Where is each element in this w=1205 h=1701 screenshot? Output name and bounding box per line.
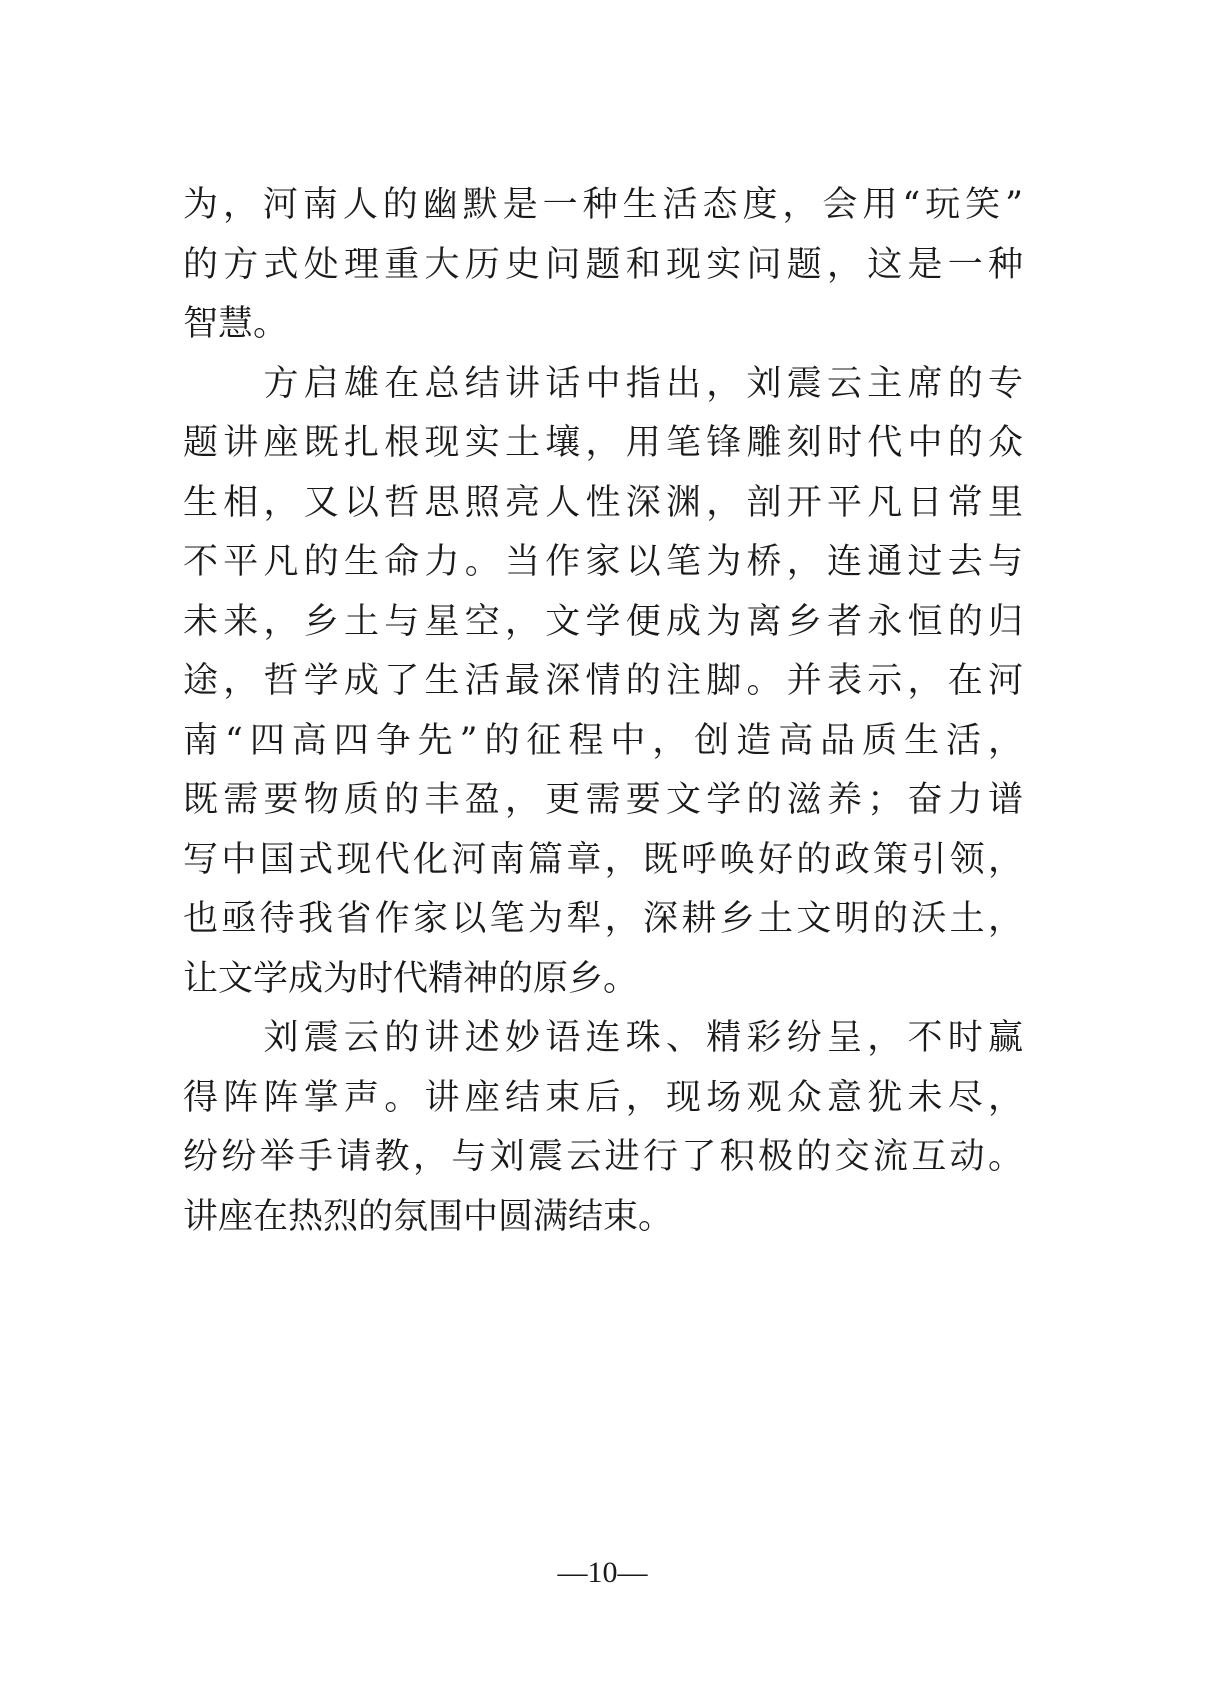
text-line: 未来，乡土与星空，文学便成为离乡者永恒的归 [183,601,1023,642]
text-line: 让文学成为时代精神的原乡。 [183,958,639,999]
text-line: 智慧。 [183,304,289,344]
page-number: —10— [557,1556,648,1589]
text-line: 的方式处理重大历史问题和现实问题，这是一种 [183,244,1023,285]
text-line: 不平凡的生命力。当作家以笔为桥，连通过去与 [183,542,1023,582]
text-line: 刘震云的讲述妙语连珠、精彩纷呈，不时赢 [183,1018,1023,1058]
text-line: 纷纷举手请教，与刘震云进行了积极的交流互动。 [183,1137,1023,1177]
text-line: 题讲座既扎根现实土壤，用笔锋雕刻时代中的众 [183,423,1023,463]
text-line: 为，河南人的幽默是一种生活态度，会用“玩笑” [183,185,1023,225]
text-line: 写中国式现代化河南篇章，既呼唤好的政策引领， [183,839,1023,880]
text-line: 既需要物质的丰盈，更需要文学的滋养；奋力谱 [183,780,1023,820]
text-line: 生相，又以哲思照亮人性深渊，剖开平凡日常里 [183,482,1023,523]
text-line: 讲座在热烈的氛围中圆满结束。 [183,1196,674,1237]
body-text [183,176,1023,1247]
text-line: 方启雄在总结讲话中指出，刘震云主席的专 [183,363,1023,404]
text-line: 南“四高四争先”的征程中，创造高品质生活， [183,720,1023,761]
text-line: 途，哲学成了生活最深情的注脚。并表示，在河 [183,661,1023,701]
text-line: 得阵阵掌声。讲座结束后，现场观众意犹未尽， [183,1077,1023,1118]
text-line: 也亟待我省作家以笔为犁，深耕乡土文明的沃土， [183,899,1023,939]
